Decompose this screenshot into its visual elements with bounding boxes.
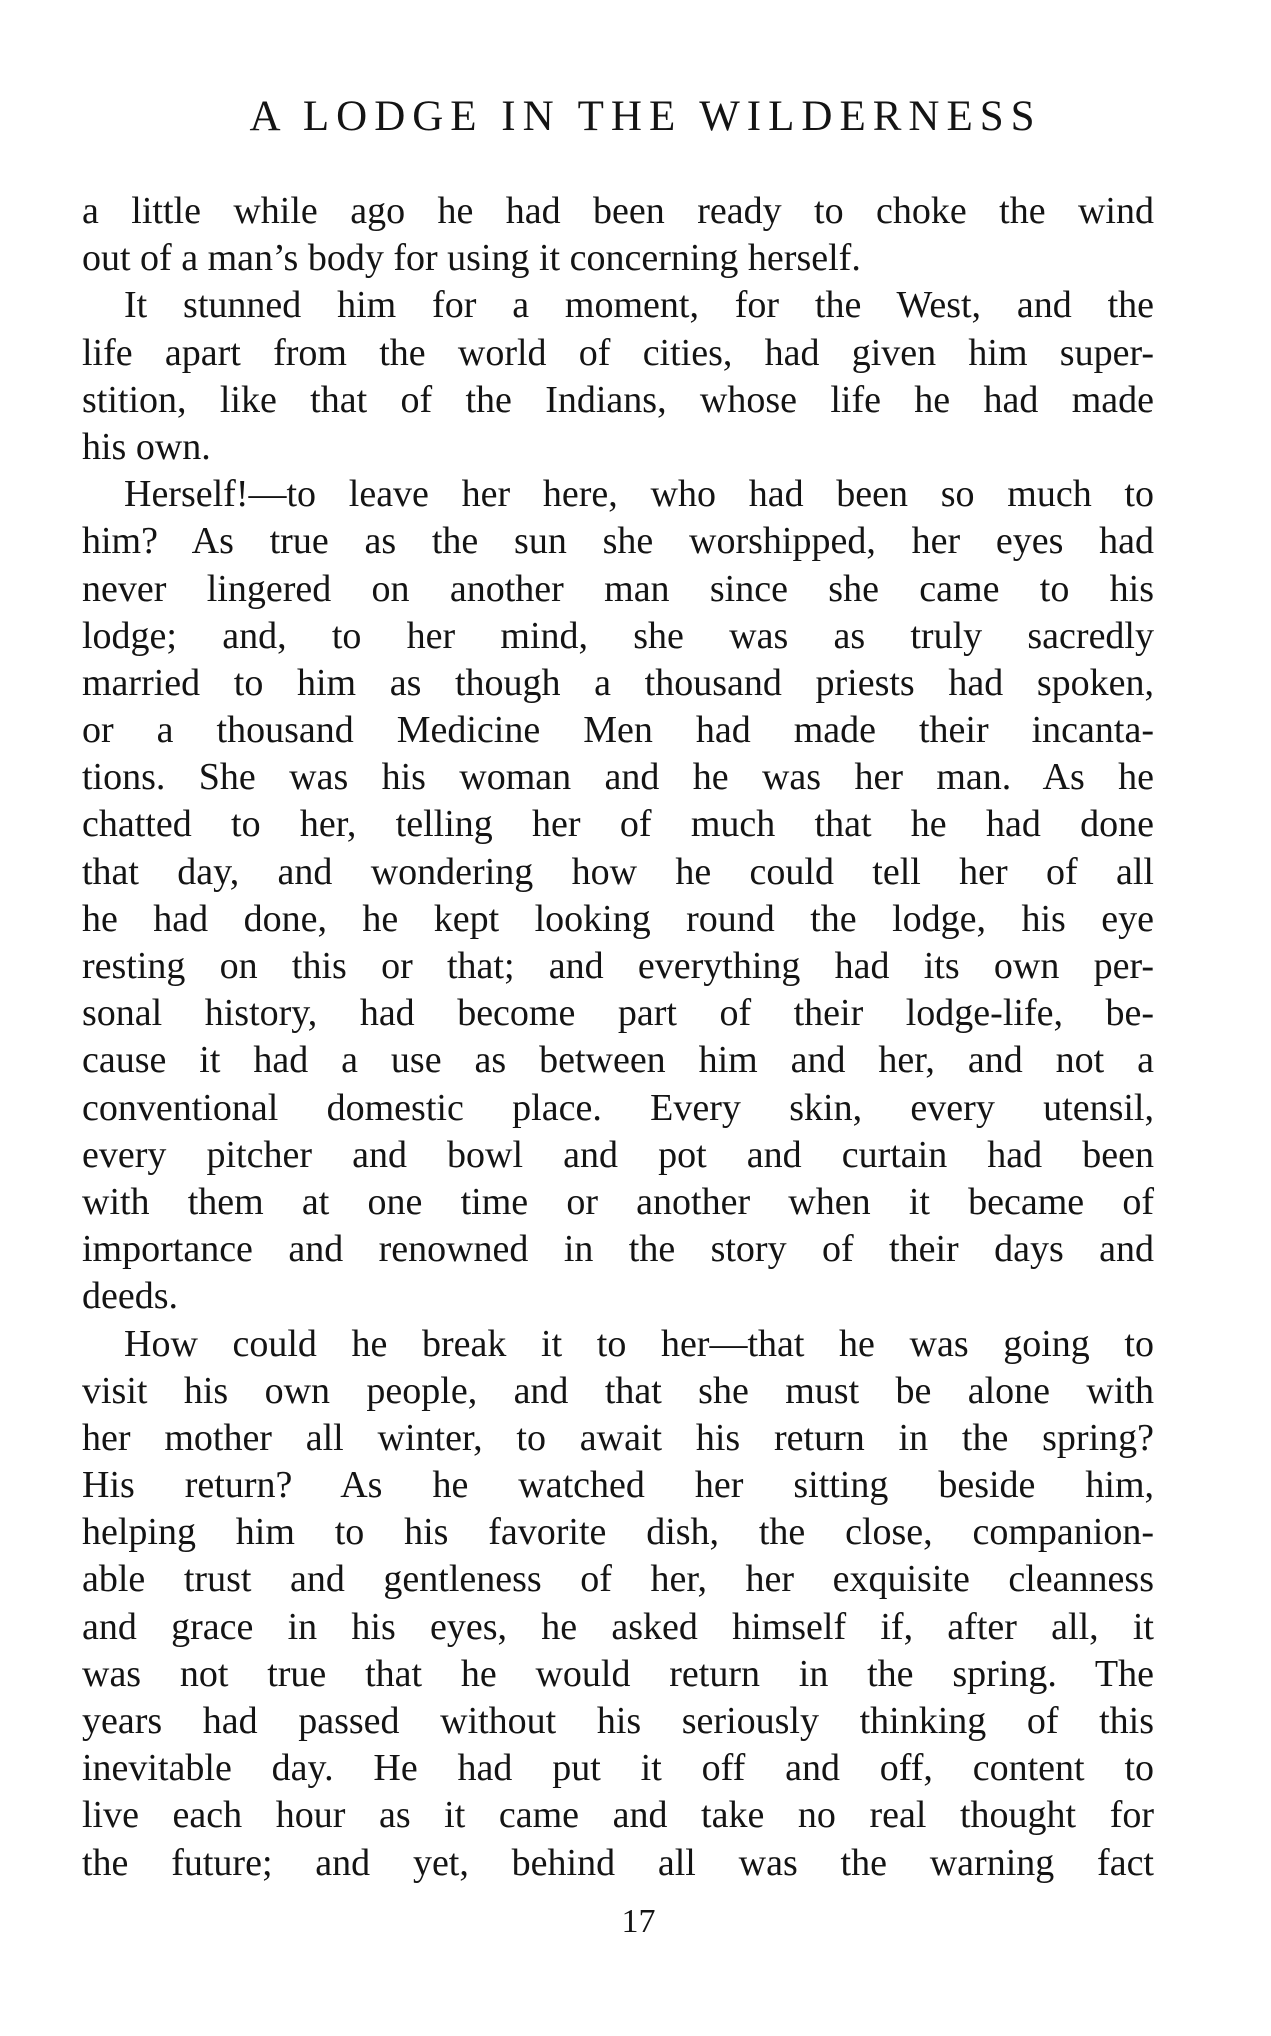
text-line: her mother all winter, to await his return in the spring? [82, 1416, 1154, 1459]
text-line: or a thousand Medicine Men had made their incanta- [82, 709, 1154, 752]
text-line: life apart from the world of cities, had given him super- [82, 331, 1154, 374]
text-line: His return? As he watched her sitting beside him, [82, 1464, 1154, 1507]
text-line: It stunned him for a moment, for the West, and the [124, 284, 1154, 327]
text-line: able trust and gentleness of her, her exquisite cleanness [82, 1558, 1154, 1601]
running-head: A LODGE IN THE WILDERNESS [249, 93, 1042, 140]
text-line: never lingered on another man since she came to his [82, 567, 1154, 610]
text-line: importance and renowned in the story of their days and [82, 1228, 1154, 1271]
text-line: inevitable day. He had put it off and off, content to [82, 1747, 1154, 1790]
body-text [82, 188, 1154, 1887]
text-line: chatted to her, telling her of much that he had done [82, 803, 1154, 846]
text-line: tions. She was his woman and he was her man. As he [82, 756, 1154, 799]
text-line: him? As true as the sun she worshipped, her eyes had [82, 520, 1154, 563]
text-line: every pitcher and bowl and pot and curtain had been [82, 1133, 1154, 1176]
text-line: his own. [82, 425, 211, 468]
text-line: that day, and wondering how he could tell her of all [82, 850, 1154, 893]
text-line: deeds. [82, 1275, 179, 1318]
page-number: 17 [621, 1903, 656, 1940]
text-line: stition, like that of the Indians, whose life he had made [82, 378, 1154, 421]
text-line: resting on this or that; and everything had its own per- [82, 945, 1154, 987]
text-line: helping him to his favorite dish, the close, companion- [82, 1511, 1154, 1554]
text-line: conventional domestic place. Every skin, every utensil, [82, 1086, 1154, 1129]
text-line: How could he break it to her—that he was going to [124, 1322, 1154, 1365]
text-line: the future; and yet, behind all was the warning fact [82, 1841, 1154, 1884]
text-line: visit his own people, and that she must be alone with [82, 1369, 1154, 1412]
text-line: years had passed without his seriously thinking of this [82, 1700, 1154, 1742]
text-line: out of a man’s body for using it concerning herself. [82, 237, 861, 280]
text-line: he had done, he kept looking round the lodge, his eye [82, 897, 1154, 940]
text-line: and grace in his eyes, he asked himself if, after all, it [82, 1605, 1154, 1648]
text-line: live each hour as it came and take no real thought for [82, 1794, 1154, 1837]
text-line: lodge; and, to her mind, she was as truly sacredly [82, 614, 1154, 657]
text-line: with them at one time or another when it became of [82, 1180, 1154, 1223]
text-line: sonal history, had become part of their lodge-life, be- [82, 992, 1154, 1035]
text-line: cause it had a use as between him and her, and not a [82, 1039, 1154, 1082]
text-line: married to him as though a thousand priests had spoken, [82, 661, 1154, 704]
text-line: was not true that he would return in the spring. The [82, 1652, 1154, 1695]
text-line: a little while ago he had been ready to choke the wind [82, 190, 1154, 232]
text-line: Herself!—to leave her here, who had been so much to [124, 473, 1154, 516]
